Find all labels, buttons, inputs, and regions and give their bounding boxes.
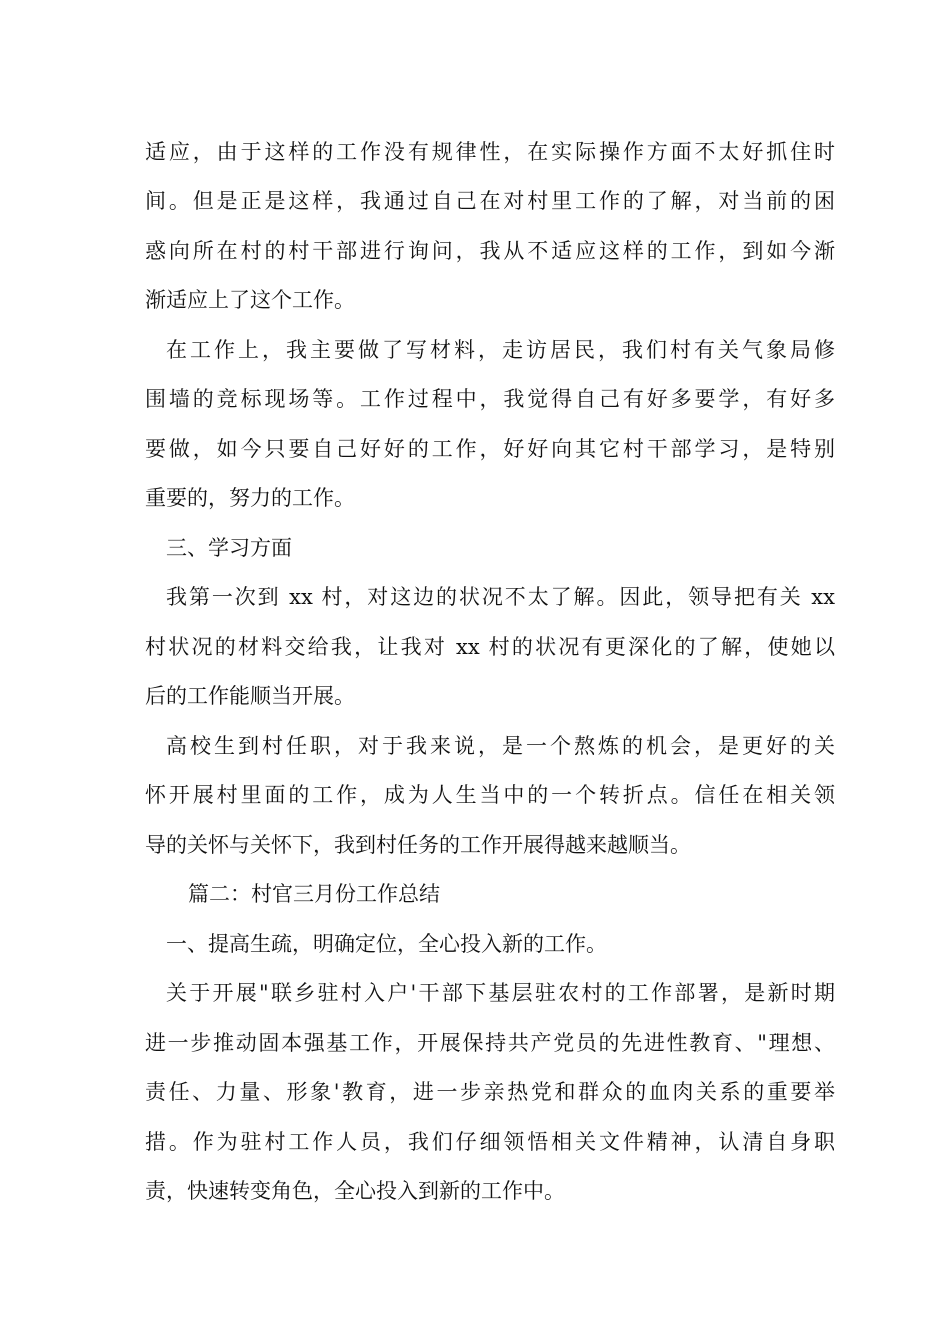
body-text-line: 进一步推动固本强基工作，开展保持共产党员的先进性教育、"理想、 xyxy=(145,1031,835,1055)
body-text-line: 重要的，努力的工作。 xyxy=(145,486,355,510)
body-text-line: 后的工作能顺当开展。 xyxy=(145,684,355,708)
body-text-line: 我第一次到 xx 村，对这边的状况不太了解。因此，领导把有关 xx xyxy=(166,585,835,609)
body-text-line: 渐适应上了这个工作。 xyxy=(145,288,355,312)
body-text-line: 导的关怀与关怀下，我到村任务的工作开展得越来越顺当。 xyxy=(145,833,691,857)
body-text-line: 措。作为驻村工作人员，我们仔细领悟相关文件精神，认清自身职 xyxy=(145,1130,835,1154)
body-text-line: 要做，如今只要自己好好的工作，好好向其它村干部学习，是特别 xyxy=(145,437,835,461)
body-text-line: 在工作上，我主要做了写材料，走访居民，我们村有关气象局修 xyxy=(166,338,835,362)
body-text-line: 责，快速转变角色，全心投入到新的工作中。 xyxy=(145,1179,565,1203)
body-text-line: 适应，由于这样的工作没有规律性，在实际操作方面不太好抓住时 xyxy=(145,140,835,164)
section-heading: 三、学习方面 xyxy=(166,536,292,560)
body-text-line: 惑向所在村的村干部进行询问，我从不适应这样的工作，到如今渐 xyxy=(145,239,835,263)
body-text-line: 村状况的材料交给我，让我对 xx 村的状况有更深化的了解，使她以 xyxy=(145,635,835,659)
body-text-line: 高校生到村任职，对于我来说，是一个熬炼的机会，是更好的关 xyxy=(166,734,835,758)
body-text-line: 责任、力量、形象'教育，进一步亲热党和群众的血肉关系的重要举 xyxy=(145,1080,835,1104)
body-text-line: 围墙的竞标现场等。工作过程中，我觉得自己有好多要学，有好多 xyxy=(145,387,835,411)
article-title: 篇二：村官三月份工作总结 xyxy=(188,882,440,906)
body-text-line: 怀开展村里面的工作，成为人生当中的一个转折点。信任在相关领 xyxy=(145,783,835,807)
body-text-line: 间。但是正是这样，我通过自己在对村里工作的了解，对当前的困 xyxy=(145,189,835,213)
body-text-line: 关于开展"联乡驻村入户'干部下基层驻农村的工作部署，是新时期 xyxy=(166,981,835,1005)
section-heading: 一、提高生疏，明确定位，全心投入新的工作。 xyxy=(166,932,607,956)
